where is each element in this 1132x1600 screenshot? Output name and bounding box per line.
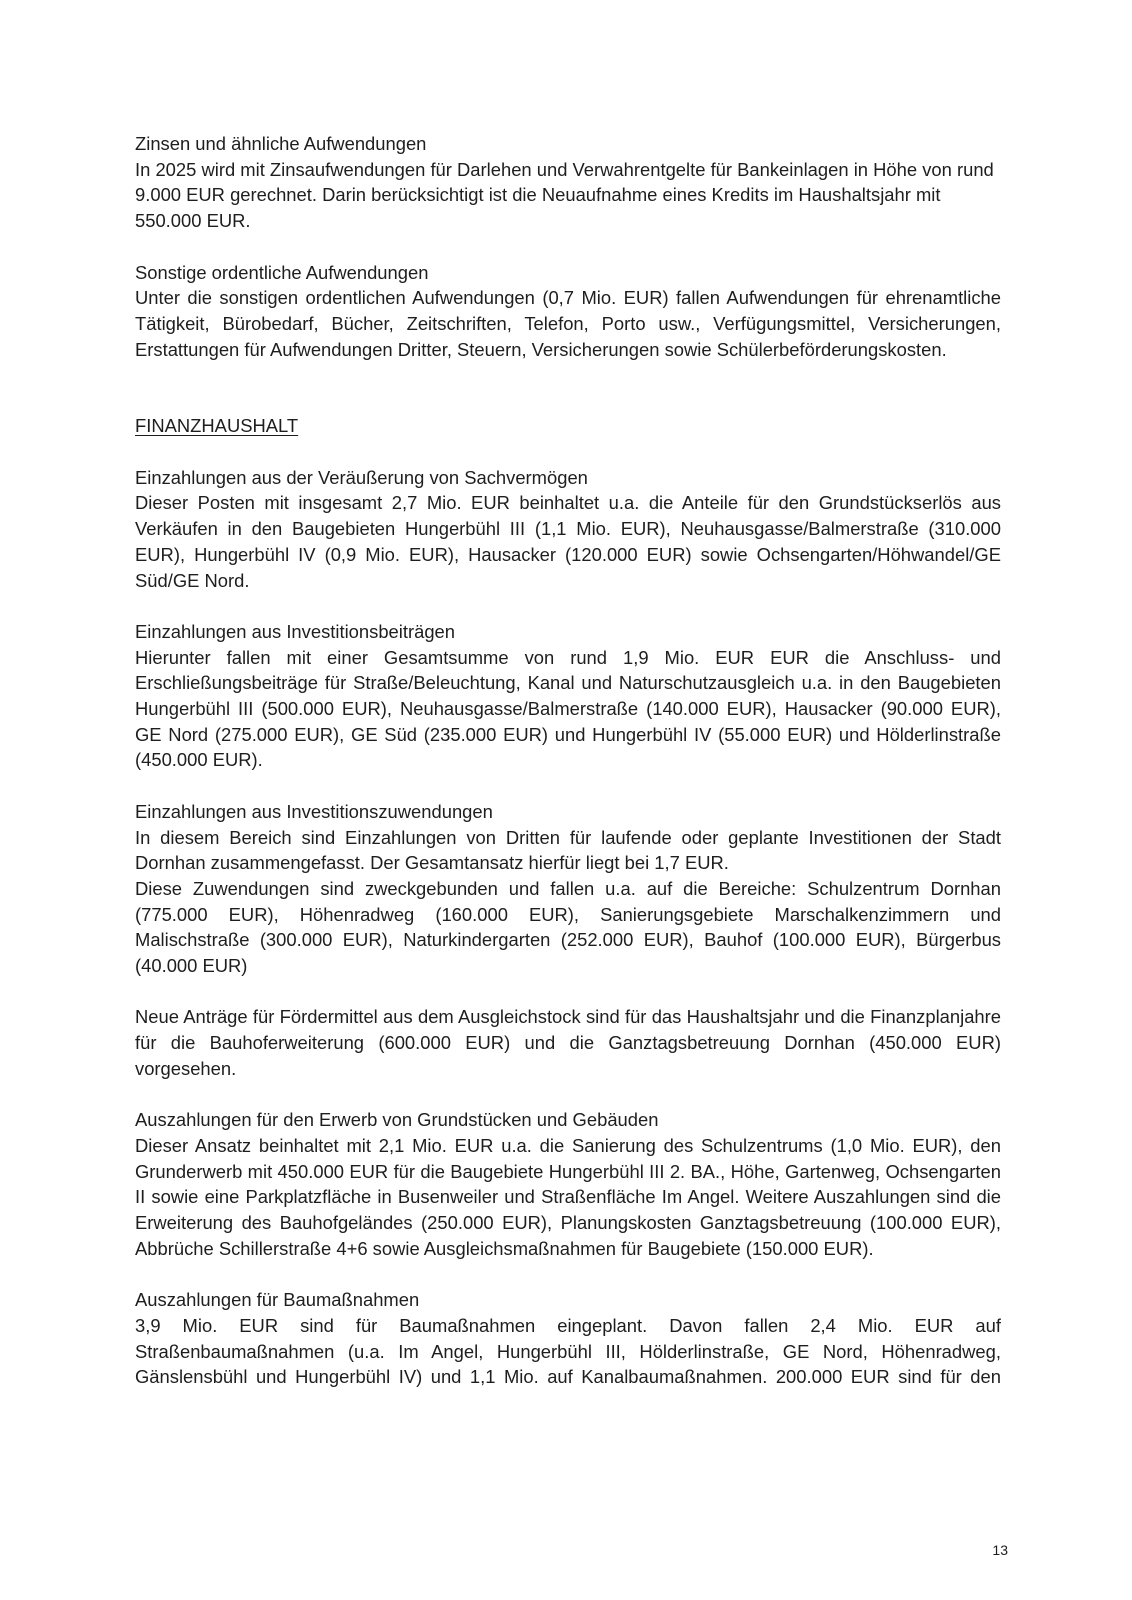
section-heading: Sonstige ordentliche Aufwendungen xyxy=(135,261,429,283)
section-sonstige xyxy=(135,260,1001,363)
section-title: FINANZHAUSHALT xyxy=(135,415,299,437)
section-heading: Einzahlungen aus Investitionszuwendungen xyxy=(135,800,493,822)
section-body: 3,9 Mio. EUR sind für Baumaßnahmen eingeplant. Davon fallen 2,4 Mio. EUR auf Straßenbaumaßnahmen (u.a. Im Angel, Hungerbühl III, Hölderlinstraße, GE Nord, Höhenradweg, Gänslensbühl und Hungerbühl IV) und 1,1 Mio. auf Kanalbaumaßnahmen. 200.000 EUR sind für den xyxy=(135,1314,1001,1388)
section-body: In 2025 wird mit Zinsaufwendungen für Darlehen und Verwahrentgelte für Bankeinlagen in Höhe von rund 9.000 EUR gerechnet. Darin berücksichtigt ist die Neuaufnahme eines Kredits im Haushaltsjahr mit 550.000 EUR. xyxy=(135,158,994,232)
section-heading: Einzahlungen aus Investitionsbeiträgen xyxy=(135,620,456,642)
section-zinsen xyxy=(135,131,1001,234)
section-body: In diesem Bereich sind Einzahlungen von Dritten für laufende oder geplante Investitionen der Stadt Dornhan zusammengefasst. Der Gesamtansatz hierfür liegt bei 1,7 EUR. xyxy=(135,826,1001,874)
section-heading: Zinsen und ähnliche Aufwendungen xyxy=(135,133,427,154)
section-heading: Auszahlungen für Baumaßnahmen xyxy=(135,1289,420,1311)
section-body: Diese Zuwendungen sind zweckgebunden und fallen u.a. auf die Bereiche: Schulzentrum Dornhan (775.000 EUR), Höhenradweg (160.000 EUR), Sanierungsgebiete Marschalkenzimmern und Malischstraße (300.000 EUR), Naturkindergarten (252.000 EUR), Bauhof (100.000 EUR), Bürgerbus (40.000 EUR) xyxy=(135,877,1001,977)
section-body: Unter die sonstigen ordentlichen Aufwendungen (0,7 Mio. EUR) fallen Aufwendungen für ehrenamtliche Tätigkeit, Bürobedarf, Bücher, Zeitschriften, Telefon, Porto usw., Verfügungsmittel, Versicherungen, Erstattungen für Aufwendungen Dritter, Steuern, Versicherungen sowie Schülerbeförderungskosten. xyxy=(135,287,1001,360)
document-page xyxy=(135,131,1001,1390)
section-body: Hierunter fallen mit einer Gesamtsumme von rund 1,9 Mio. EUR EUR die Anschluss- und Erschließungsbeiträge für Straße/Beleuchtung, Kanal und Naturschutzausgleich u.a. in den Baugebieten Hungerbühl III (500.000 EUR), Neuhausgasse/Balmerstraße (140.000 EUR), Hausacker (90.000 EUR), GE Nord (275.000 EUR), GE Süd (235.000 EUR) und Hungerbühl IV (55.000 EUR) und Hölderlinstraße (450.000 EUR). xyxy=(135,646,1001,771)
section-body: Neue Anträge für Fördermittel aus dem Ausgleichstock sind für das Haushaltsjahr und die Finanzplanjahre für die Bauhoferweiterung (600.000 EUR) und die Ganztagsbetreuung Dornhan (450.000 EUR) vorgesehen. xyxy=(135,1006,1001,1079)
page-number: 13 xyxy=(992,1542,1008,1558)
section-veraeusserung xyxy=(135,465,1001,594)
section-body: Dieser Ansatz beinhaltet mit 2,1 Mio. EUR u.a. die Sanierung des Schulzentrums (1,0 Mio. EUR), den Grunderwerb mit 450.000 EUR für die Baugebiete Hungerbühl III 2. BA., Höhe, Gartenweg, Ochsengarten II sowie eine Parkplatzfläche in Busenweiler und Straßenfläche Im Angel. Weitere Auszahlungen sind die Erweiterung des Bauhofgeländes (250.000 EUR), Planungskosten Ganztagsbetreuung (100.000 EUR), Abbrüche Schillerstraße 4+6 sowie Ausgleichsmaßnahmen für Baugebiete (150.000 EUR). xyxy=(135,1134,1001,1259)
section-finanzhaushalt xyxy=(135,413,1001,439)
section-investitionsbeitraege xyxy=(135,619,1001,773)
section-body: Dieser Posten mit insgesamt 2,7 Mio. EUR beinhaltet u.a. die Anteile für den Grundstückserlös aus Verkäufen in den Baugebieten Hungerbühl III (1,1 Mio. EUR), Neuhausgasse/Balmerstraße (310.000 EUR), Hungerbühl IV (0,9 Mio. EUR), Hausacker (120.000 EUR) sowie Ochsengarten/Höhwandel/GE Süd/GE Nord. xyxy=(135,492,1001,591)
section-investitionszuwendungen xyxy=(135,799,1001,979)
section-antraege xyxy=(135,1004,1001,1081)
section-heading: Auszahlungen für den Erwerb von Grundstücken und Gebäuden xyxy=(135,1109,659,1131)
section-erwerb xyxy=(135,1107,1001,1261)
section-heading: Einzahlungen aus der Veräußerung von Sachvermögen xyxy=(135,466,588,488)
section-baumassnahmen xyxy=(135,1287,1001,1390)
